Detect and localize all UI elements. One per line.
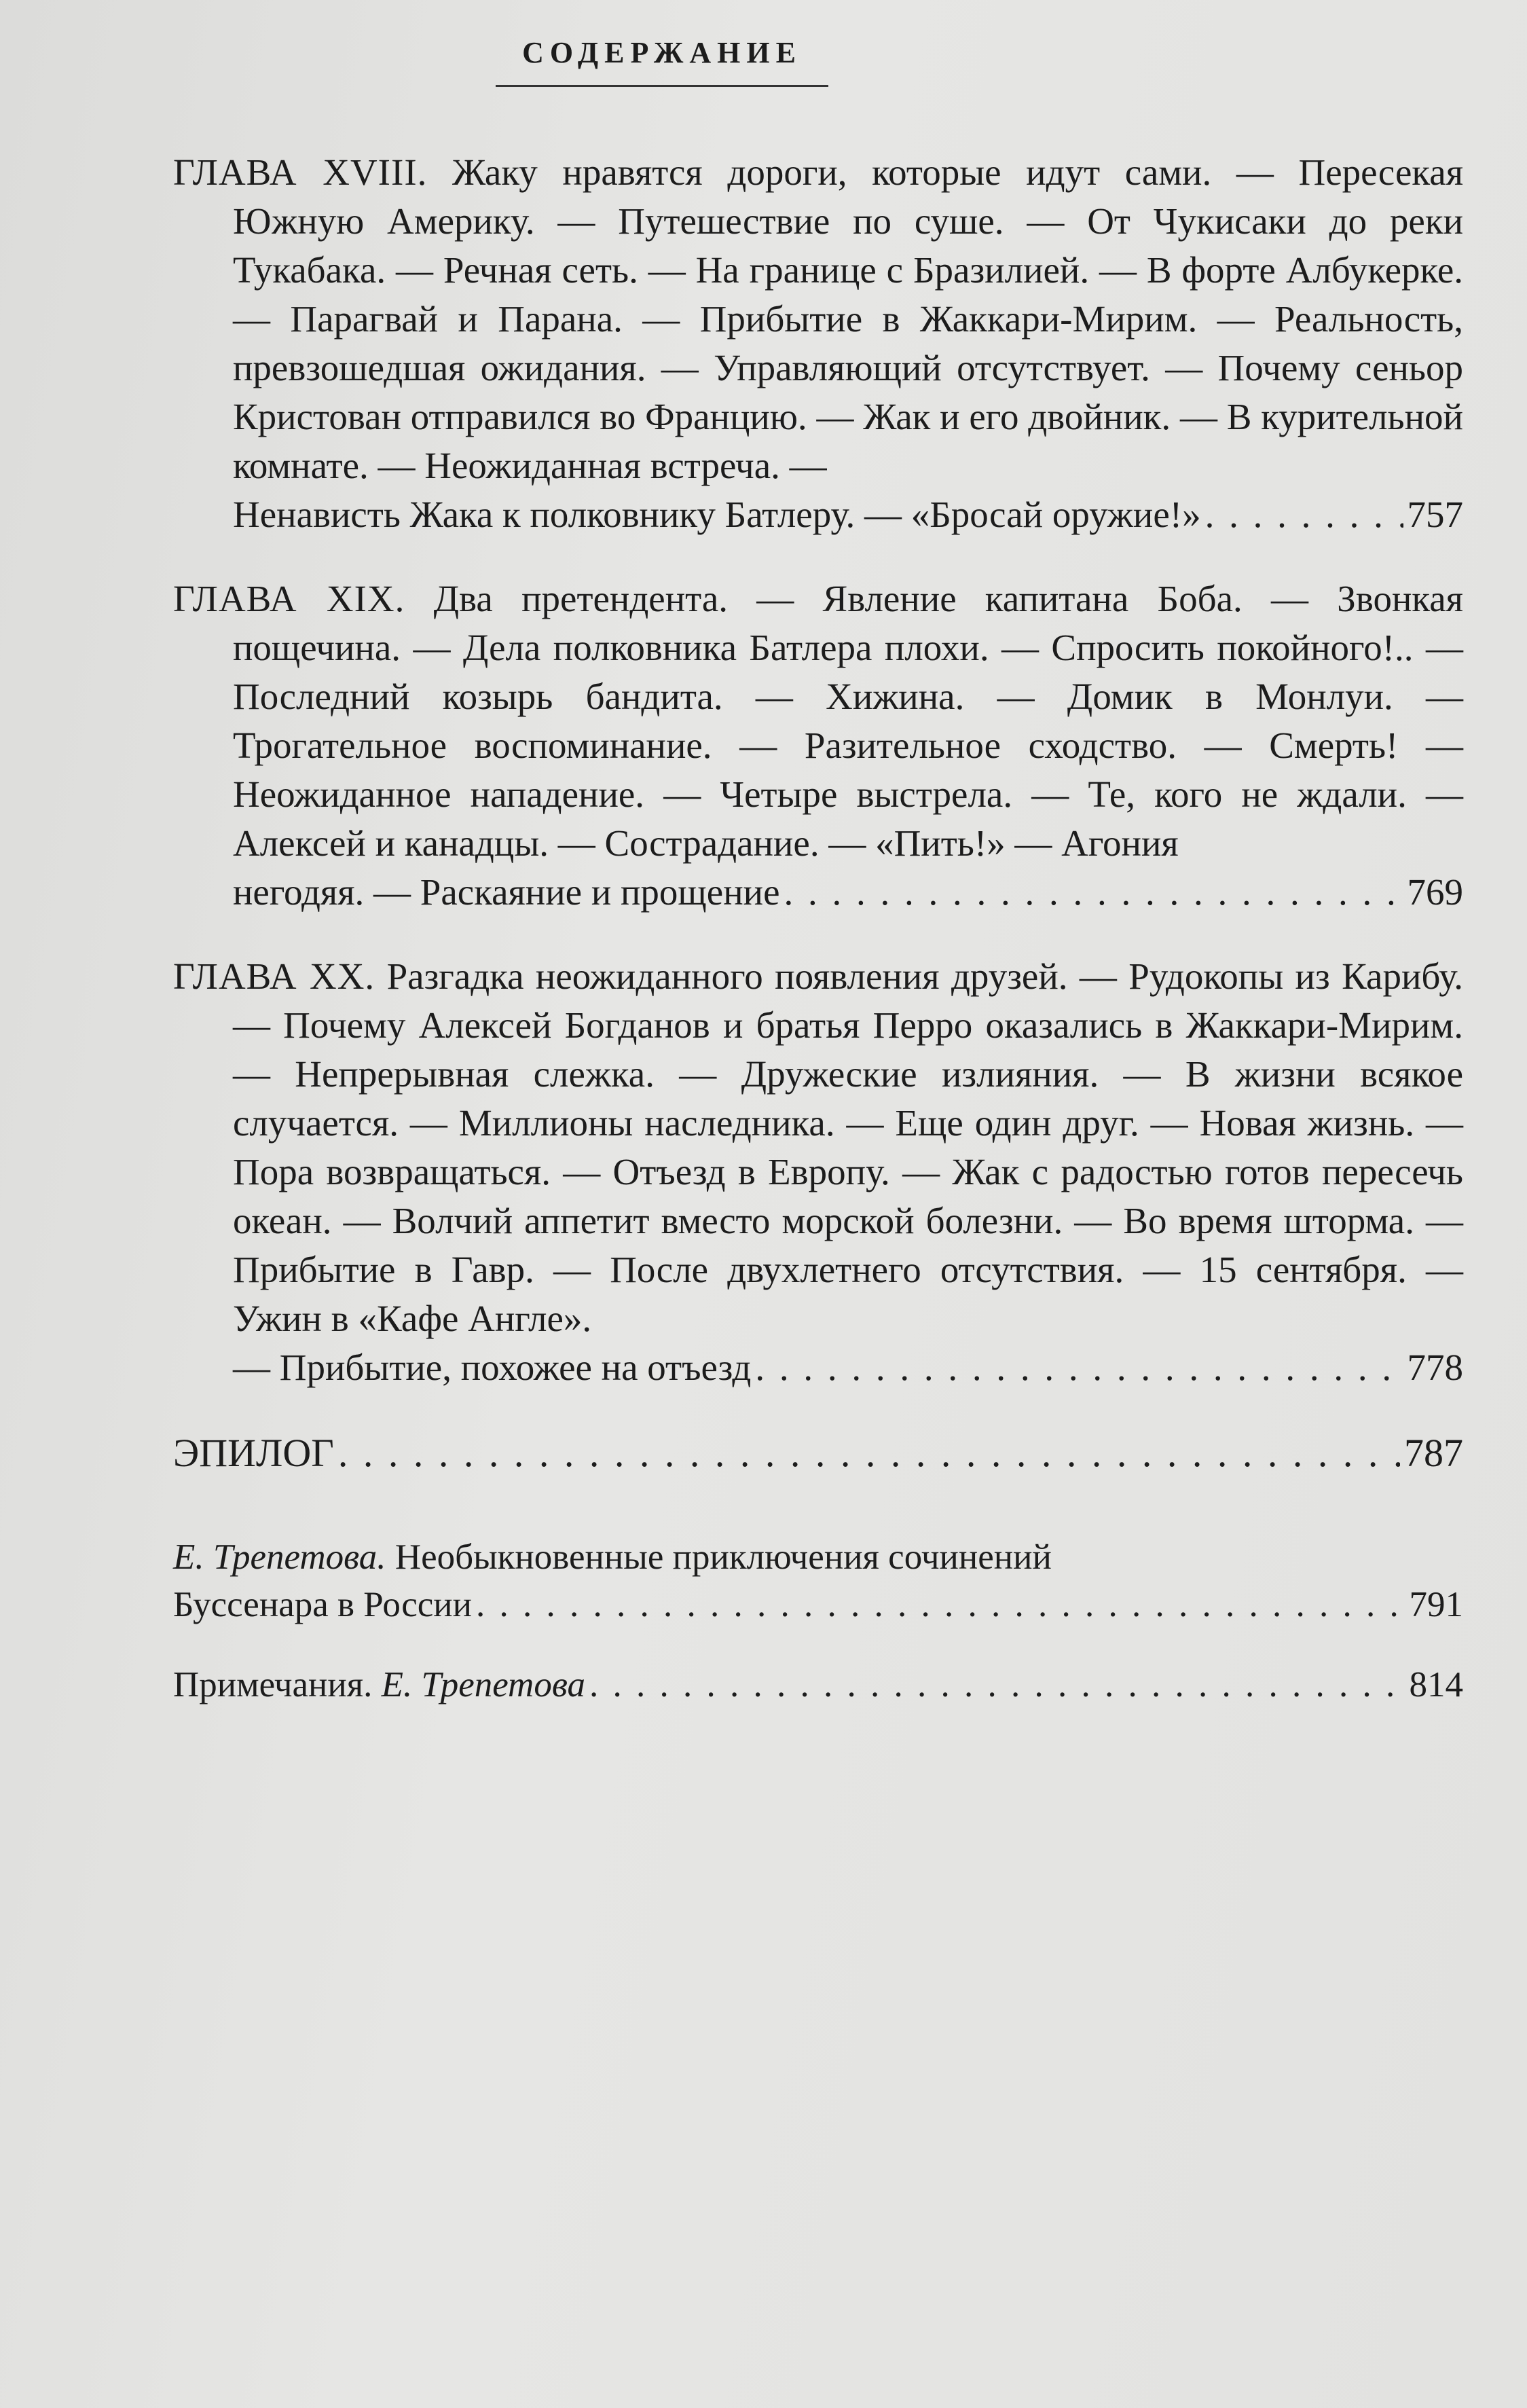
toc-entry-chapter-18 [173,148,1463,539]
toc-entry-chapter-19 [173,574,1463,917]
page-title: СОДЕРЖАНИЕ [522,36,802,69]
leader-dots [338,1427,1400,1479]
chapter-last-line [233,868,1463,917]
page-number: 769 [1407,871,1463,913]
article-first-line [173,1533,1463,1581]
toc-entry-notes [173,1661,1463,1709]
page-number: 778 [1407,1347,1463,1388]
chapter-summary: Разгадка неожиданного появления друзей. — Рудокопы из Карибу. — Почему Алексей Богданов и братья Перро оказались в Жаккари-Мирим. — Непрерывная слежка. — Дружеские излияния. — В жизни всякое случается. — Миллионы наследника. — Еще один друг. — Новая жизнь. — Пора возвращаться. — Отъезд в Европу. — Жак с радостью готов пересечь океан. — Волчий аппетит вместо морской болезни. — Во время шторма. — Прибытие в Гавр. — После двухлетнего отсутствия. — 15 сентября. — Ужин в «Кафе Англе». [233,955,1464,1339]
chapter-summary-end: — Прибытие, похожее на отъезд [233,1347,752,1388]
article-title-line1: Необыкновенные приключения сочинений [394,1537,1052,1577]
notes-label: Примечания. [173,1665,373,1704]
chapter-number: ГЛАВА XX. [173,955,375,997]
chapter-summary: Два претендента. — Явление капитана Боба. — Звонкая пощечина. — Дела полковника Батлера плохи. — Спросить покойного!.. — Последний козырь бандита. — Хижина. — Домик в Монлуи. — Трогательное воспоминание. — Разительное сходство. — Смерть! — Неожиданное нападение. — Четыре выстрела. — Те, кого не ждали. — Алексей и канадцы. — Сострадание. — «Пить!» — Агония [233,578,1463,864]
toc-entry-chapter-20 [173,952,1463,1392]
leader-dots [755,1343,1403,1392]
page-number: 787 [1404,1431,1463,1475]
page-number: 814 [1409,1665,1463,1704]
leader-dots [476,1581,1405,1628]
page-number: 791 [1409,1585,1463,1624]
leader-dots [784,868,1403,917]
toc-page [173,27,1463,1741]
table-of-contents [173,148,1463,1709]
epilog-label: ЭПИЛОГ [173,1431,334,1475]
notes-title [173,1661,585,1709]
leader-dots [1205,490,1403,539]
chapter-last-line [233,490,1463,539]
chapter-last-line [233,1343,1463,1392]
chapter-number: ГЛАВА XVIII. [173,151,428,193]
page-number: 757 [1407,494,1463,535]
article-title-line2: Буссенара в России [173,1585,473,1624]
article-author: Е. Трепетова. [173,1537,386,1577]
toc-entry-article [173,1533,1463,1628]
header-rule [496,85,828,87]
chapter-summary-end: Ненависть Жака к полковнику Батлеру. — «Бросай оружие!» [233,494,1201,535]
toc-entry-epilog [173,1427,1463,1479]
chapter-number: ГЛАВА XIX. [173,578,405,619]
leader-dots [589,1661,1405,1709]
page-header [431,35,893,87]
chapter-summary: Жаку нравятся дороги, которые идут сами. — Пересекая Южную Америку. — Путешествие по суше. — От Чукисаки до реки Тукабака. — Речная сеть. — На границе с Бразилией. — В форте Албукерке. — Парагвай и Парана. — Прибытие в Жаккари-Мирим. — Реальность, превзошедшая ожидания. — Управляющий отсутствует. — Почему сеньор Кристован отправился во Францию. — Жак и его двойник. — В курительной комнате. — Неожиданная встреча. — [233,151,1463,486]
notes-author: Е. Трепетова [381,1665,585,1704]
article-last-line [173,1581,1463,1628]
chapter-summary-end: негодяя. — Раскаяние и прощение [233,871,780,913]
